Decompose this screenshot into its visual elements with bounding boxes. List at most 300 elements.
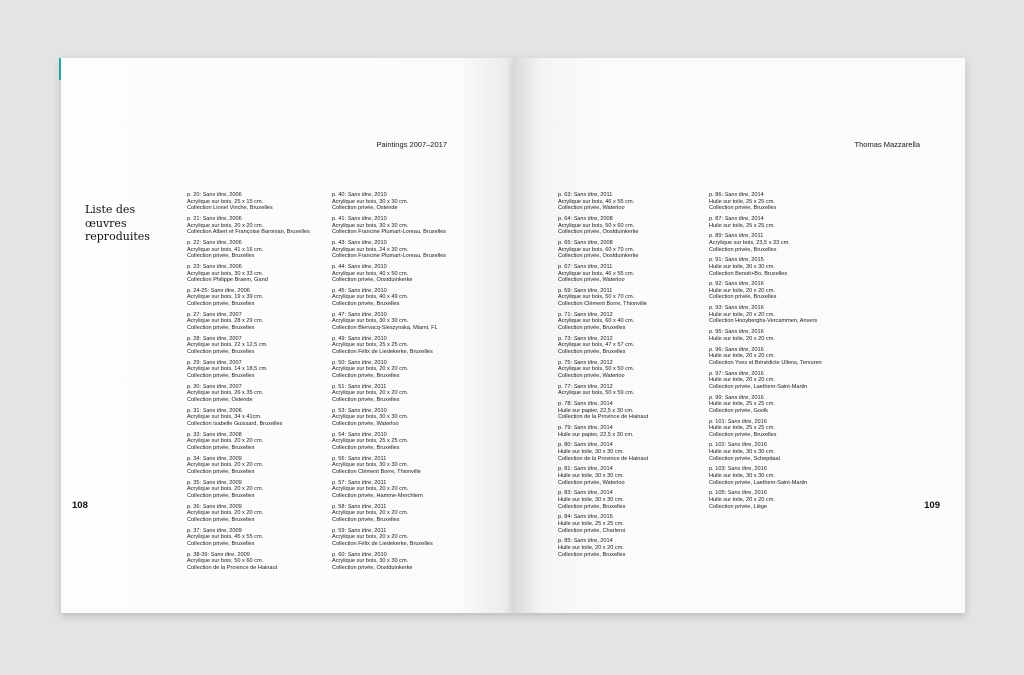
page-number-right: 109	[924, 500, 940, 511]
work-title: Sans titre	[347, 192, 372, 198]
work-title: Sans titre	[724, 329, 749, 336]
work-entry	[332, 456, 446, 476]
work-year: , 2016	[751, 442, 767, 449]
work-entry-heading	[332, 240, 446, 247]
work-entry-heading	[709, 442, 822, 449]
work-title: Sans titre	[573, 359, 598, 366]
work-collection: Collection privée, Schepdaal	[709, 455, 780, 462]
work-collection: Collection privée, Bruxelles	[709, 246, 777, 253]
work-title: Sans titre	[727, 442, 752, 449]
work-entry-heading	[332, 264, 446, 271]
work-title: Sans titre	[202, 455, 227, 462]
work-title: Sans titre	[727, 466, 752, 473]
work-year: , 2011	[371, 527, 387, 534]
work-collection: Collection privée, Oostduinkerke	[332, 277, 413, 284]
work-entry	[332, 552, 446, 572]
work-collection: Collection privée, Bruxelles	[558, 325, 626, 332]
work-collection: Collection privée, Waterloo	[332, 420, 399, 427]
work-collection: Collection de la Province de Hainaut	[187, 564, 278, 571]
work-medium: Acrylique sur bois, 20 x 20 cm.	[332, 390, 409, 397]
work-entry-heading	[558, 264, 648, 271]
work-year: , 2009	[226, 455, 242, 462]
work-entry	[558, 288, 648, 308]
work-entry-heading	[558, 384, 648, 391]
work-entry	[332, 360, 446, 380]
work-entry	[558, 514, 648, 534]
work-title: Sans titre	[724, 346, 749, 353]
work-collection: Collection privée, Laethem-Saint-Martin	[709, 383, 808, 390]
work-entry	[187, 456, 310, 476]
work-entry	[709, 233, 822, 253]
work-entry	[558, 442, 648, 462]
work-medium: Acrylique sur bois, 60 x 40 cm.	[558, 318, 635, 325]
work-page-ref: p. 33:	[187, 431, 201, 438]
work-medium: Acrylique sur bois, 40 x 49 cm.	[332, 294, 409, 301]
work-entry	[332, 264, 446, 284]
work-entry-heading	[709, 216, 822, 223]
work-medium: Huile sur toile, 20 x 20 cm.	[558, 544, 624, 551]
work-collection: Collection privée, Bruxelles	[709, 205, 777, 212]
work-page-ref: p. 27:	[187, 311, 201, 318]
work-page-ref: p. 47:	[332, 311, 346, 318]
work-page-ref: p. 69:	[558, 287, 572, 294]
work-entry	[187, 312, 310, 332]
work-collection: Collection Philippe Braem, Gand	[187, 277, 268, 284]
work-entry	[709, 329, 822, 342]
work-year: , 2010	[371, 359, 387, 366]
work-medium: Huile sur toile, 30 x 30 cm.	[709, 263, 775, 270]
work-collection: Collection privée, Bruxelles	[558, 349, 626, 355]
work-page-ref: p. 23:	[187, 263, 201, 270]
work-collection: Collection Hooyberghs-Vercammen, Anvers	[709, 318, 818, 325]
work-page-ref: p. 21:	[187, 215, 201, 222]
work-entry	[187, 216, 310, 236]
work-medium: Acrylique sur bois, 30 x 30 cm.	[332, 414, 409, 421]
work-title: Sans titre	[573, 383, 598, 390]
work-year: , 2011	[371, 455, 387, 462]
work-medium: Acrylique sur bois, 50 x 70 cm.	[558, 294, 635, 301]
work-medium: Acrylique sur bois, 50 x 50 cm.	[558, 366, 635, 373]
work-title: Sans titre	[347, 311, 372, 318]
work-title: Sans titre	[573, 239, 598, 246]
work-title: Sans titre	[347, 431, 372, 438]
work-collection: Collection privée, Bruxelles	[187, 349, 255, 355]
work-collection: Collection Félix de Liedekerke, Bruxelles	[332, 540, 433, 547]
work-medium: Acrylique sur bois, 30 x 30 cm.	[332, 222, 409, 229]
work-year: , 2011	[371, 479, 387, 486]
work-entry-heading	[332, 192, 446, 199]
work-medium: Acrylique sur bois, 41 x 16 cm.	[187, 246, 264, 253]
work-entry	[187, 504, 310, 524]
work-entry	[709, 371, 822, 391]
work-medium: Acrylique sur bois, 40 x 50 cm.	[332, 270, 409, 277]
work-collection: Collection Clément Borre, Thionville	[332, 468, 421, 475]
work-year: , 2014	[748, 192, 764, 198]
work-entry-heading	[709, 281, 822, 288]
work-entry-heading	[558, 514, 648, 521]
work-title: Sans titre	[347, 479, 372, 486]
work-entry	[558, 401, 648, 421]
page-number-left: 108	[72, 500, 88, 511]
work-title: Sans titre	[202, 527, 227, 534]
work-page-ref: p. 89:	[709, 233, 723, 240]
work-page-ref: p. 43:	[332, 239, 346, 246]
work-year: , 2010	[371, 335, 387, 342]
work-year: , 2016	[748, 394, 764, 401]
work-entry-heading	[558, 442, 648, 449]
work-medium: Acrylique sur bois, 20 x 20 cm.	[187, 438, 264, 445]
work-collection: Collection Albert et Françoise Baronian, Bruxelles	[187, 229, 310, 236]
left-page	[61, 58, 513, 613]
work-medium: Acrylique sur bois, 20 x 20 cm.	[187, 222, 264, 229]
work-entry-heading	[187, 360, 310, 367]
work-collection: Collection privée, Charleroi	[558, 527, 626, 534]
work-title: Sans titre	[347, 383, 372, 390]
work-year: , 2014	[597, 538, 613, 545]
work-year: , 2010	[371, 407, 387, 414]
work-medium: Acrylique sur bois, 20 x 20 cm.	[187, 462, 264, 469]
work-year: , 2015	[748, 257, 764, 264]
work-entry	[187, 360, 310, 380]
work-entry-heading	[187, 456, 310, 463]
work-collection: Collection Francine Plumart-Loreau, Bruxelles	[332, 253, 447, 260]
work-year: , 2010	[371, 215, 387, 222]
work-medium: Acrylique sur bois, 47 x 57 cm.	[558, 342, 635, 349]
work-entry-heading	[558, 312, 648, 319]
work-medium: Acrylique sur bois, 23,5 x 33 cm.	[709, 239, 790, 246]
work-entry-heading	[709, 466, 822, 473]
work-title: Sans titre	[724, 281, 749, 288]
work-collection: Collection privée, Bruxelles	[332, 372, 400, 379]
work-year: , 2006	[226, 263, 242, 270]
work-entry-heading	[332, 504, 446, 511]
work-collection: Collection privée, Bruxelles	[187, 516, 255, 523]
work-entry	[558, 360, 648, 380]
work-title: Sans titre	[347, 455, 372, 462]
works-column-2	[332, 192, 446, 576]
section-title-line: Liste des	[85, 203, 136, 216]
work-entry	[332, 240, 446, 260]
work-collection: Collection privée, Bruxelles	[187, 372, 255, 379]
work-entry	[332, 216, 446, 236]
work-year: , 2009	[226, 479, 242, 486]
work-year: , 2011	[371, 503, 387, 510]
work-title: Sans titre	[202, 503, 227, 510]
work-page-ref: p. 85:	[558, 538, 572, 545]
work-entry-heading	[709, 419, 822, 426]
work-title: Sans titre	[573, 538, 598, 545]
work-page-ref: p. 22:	[187, 239, 201, 246]
work-title: Sans titre	[724, 192, 749, 198]
work-year: , 2007	[226, 359, 242, 366]
work-page-ref: p. 34:	[187, 455, 201, 462]
work-entry	[332, 480, 446, 500]
work-page-ref: p. 101:	[709, 418, 727, 425]
work-medium: Huile sur toile, 25 x 25 cm.	[709, 222, 775, 229]
work-medium: Huile sur papier, 22,5 x 30 cm.	[558, 407, 634, 414]
work-entry-heading	[709, 347, 822, 354]
work-medium: Huile sur toile, 25 x 25 cm.	[709, 198, 775, 205]
work-collection: Collection privée, Goolk	[709, 407, 769, 414]
work-entry-heading	[332, 336, 446, 343]
work-medium: Acrylique sur bois, 28 x 29 cm.	[187, 318, 264, 325]
work-year: , 2011	[597, 192, 613, 198]
work-collection: Collection privée, Bruxelles	[187, 444, 255, 451]
work-entry	[558, 490, 648, 510]
work-entry	[558, 216, 648, 236]
work-entry-heading	[187, 216, 310, 223]
running-head-left: Paintings 2007–2017	[376, 140, 447, 149]
work-collection: Collection Benoit+Bo, Bruxelles	[709, 270, 788, 277]
work-entry	[709, 395, 822, 415]
work-entry-heading	[187, 528, 310, 535]
work-entry	[332, 432, 446, 452]
work-entry	[558, 312, 648, 332]
work-entry	[187, 528, 310, 548]
work-collection: Collection Clément Borre, Thionville	[558, 301, 647, 308]
work-collection: Collection privée, Bruxelles	[332, 516, 400, 523]
work-page-ref: p. 91:	[709, 257, 723, 264]
work-collection: Collection privée, Bruxelles	[187, 253, 255, 260]
work-entry	[187, 336, 310, 356]
work-entry-heading	[332, 480, 446, 487]
work-collection: Collection privée, Oostduinkerke	[558, 253, 639, 260]
work-page-ref: p. 64:	[558, 215, 572, 222]
work-collection: Collection privée, Waterloo	[558, 277, 625, 284]
work-medium: Huile sur toile, 25 x 25 cm.	[558, 520, 624, 527]
work-medium: Huile sur toile, 20 x 20 cm.	[709, 497, 775, 503]
work-medium: Acrylique sur bois, 30 x 30 cm.	[332, 558, 409, 565]
work-entry	[332, 408, 446, 428]
work-entry-heading	[187, 288, 310, 295]
work-year: , 2008	[597, 215, 613, 222]
work-medium: Acrylique sur bois, 20 x 20 cm.	[332, 366, 409, 373]
work-entry-heading	[187, 264, 310, 271]
work-year: , 2016	[748, 370, 764, 377]
work-year: , 2009	[234, 551, 250, 558]
work-page-ref: p. 40:	[332, 192, 346, 198]
work-collection: Collection privée, Bruxelles	[332, 396, 400, 403]
work-entry-heading	[332, 432, 446, 439]
work-collection: Collection privée, Bruxelles	[187, 325, 255, 332]
work-collection: Collection privée, Laethem-Saint-Martin	[709, 479, 808, 486]
work-entry-heading	[558, 466, 648, 473]
work-page-ref: p. 87:	[709, 215, 723, 222]
work-collection: Collection Yves et Bénédicte Ullens, Tervuren	[709, 359, 822, 366]
work-year: , 2012	[597, 359, 613, 366]
work-title: Sans titre	[724, 215, 749, 222]
work-collection: Collection Isabelle Guissard, Bruxelles	[187, 420, 283, 427]
work-title: Sans titre	[573, 311, 598, 318]
work-title: Sans titre	[573, 514, 598, 521]
work-entry-heading	[558, 192, 648, 199]
work-page-ref: p. 41:	[332, 215, 346, 222]
work-page-ref: p. 53:	[332, 407, 346, 414]
work-title: Sans titre	[573, 335, 598, 342]
work-page-ref: p. 29:	[187, 359, 201, 366]
work-entry	[558, 384, 648, 397]
work-year: , 2007	[226, 311, 242, 318]
work-title: Sans titre	[347, 263, 372, 270]
work-medium: Acrylique sur bois, 22 x 12,5 cm.	[187, 342, 268, 349]
work-title: Sans titre	[347, 551, 372, 558]
work-year: , 2016	[748, 305, 764, 312]
work-page-ref: p. 67:	[558, 263, 572, 270]
work-entry	[187, 264, 310, 284]
work-title: Sans titre	[210, 551, 235, 558]
work-page-ref: p. 57:	[332, 479, 346, 486]
work-year: , 2010	[371, 239, 387, 246]
work-title: Sans titre	[573, 490, 598, 497]
work-medium: Huile sur toile, 25 x 25 cm.	[709, 425, 775, 432]
work-entry-heading	[187, 192, 310, 199]
work-collection: Collection privée, Bruxelles	[332, 444, 400, 451]
work-entry-heading	[558, 425, 648, 432]
work-entry-heading	[558, 288, 648, 295]
work-title: Sans titre	[724, 233, 749, 240]
work-year: , 2011	[371, 383, 387, 390]
work-medium: Acrylique sur bois, 30 x 33 cm.	[187, 270, 264, 277]
work-entry	[187, 240, 310, 260]
work-collection: Collection privée, Liège	[709, 503, 768, 510]
work-page-ref: p. 83:	[558, 490, 572, 497]
work-entry-heading	[332, 216, 446, 223]
work-page-ref: p. 49:	[332, 335, 346, 342]
work-title: Sans titre	[202, 335, 227, 342]
work-title: Sans titre	[724, 305, 749, 312]
work-entry-heading	[709, 192, 822, 199]
work-entry	[332, 192, 446, 212]
works-column-4	[709, 192, 822, 514]
work-title: Sans titre	[210, 287, 235, 294]
work-medium: Acrylique sur bois, 25 x 25 cm.	[332, 438, 409, 445]
work-entry	[709, 466, 822, 486]
work-medium: Acrylique sur bois, 46 x 55 cm.	[558, 270, 635, 277]
running-head-right: Thomas Mazzarella	[854, 140, 920, 149]
work-page-ref: p. 99:	[709, 394, 723, 401]
work-year: , 2016	[751, 490, 767, 497]
work-medium: Acrylique sur bois, 25 x 15 cm.	[187, 198, 264, 205]
work-title: Sans titre	[573, 192, 598, 198]
work-title: Sans titre	[202, 239, 227, 246]
work-title: Sans titre	[347, 239, 372, 246]
work-medium: Acrylique sur bois, 50 x 60 cm.	[187, 558, 264, 565]
work-year: , 2014	[748, 215, 764, 222]
work-entry	[187, 408, 310, 428]
work-medium: Huile sur toile, 20 x 20 cm.	[709, 287, 775, 294]
works-column-1	[187, 192, 310, 576]
work-page-ref: p. 84:	[558, 514, 572, 521]
work-medium: Acrylique sur bois, 26 x 35 cm.	[187, 390, 264, 397]
work-entry-heading	[709, 371, 822, 378]
work-year: , 2006	[226, 192, 242, 198]
section-title	[85, 203, 185, 244]
work-title: Sans titre	[202, 431, 227, 438]
work-medium: Huile sur toile, 20 x 20 cm.	[709, 311, 775, 318]
work-collection: Collection privée, Bruxelles	[187, 540, 255, 547]
work-year: , 2007	[226, 383, 242, 390]
work-collection: Collection Francine Plumart-Loreau, Bruxelles	[332, 229, 447, 236]
work-medium: Acrylique sur bois, 46 x 55 cm.	[558, 198, 635, 205]
work-entry-heading	[332, 528, 446, 535]
work-entry-heading	[187, 504, 310, 511]
works-column-3	[558, 192, 648, 562]
work-collection: Collection Lionel Vinche, Bruxelles	[187, 205, 273, 212]
work-page-ref: p. 75:	[558, 359, 572, 366]
work-entry-heading	[558, 490, 648, 497]
work-entry-heading	[332, 456, 446, 463]
work-page-ref: p. 44:	[332, 263, 346, 270]
work-entry	[187, 384, 310, 404]
work-entry	[709, 216, 822, 229]
work-entry	[187, 192, 310, 212]
work-page-ref: p. 102:	[709, 442, 727, 449]
work-collection: Collection Félix de Liedekerke, Bruxelles	[332, 349, 433, 355]
work-collection: Collection Blervacq-Sleszynska, Miami, FL	[332, 325, 438, 332]
work-title: Sans titre	[202, 479, 227, 486]
work-entry	[709, 281, 822, 301]
work-page-ref: p. 59:	[332, 527, 346, 534]
work-page-ref: p. 63:	[558, 192, 572, 198]
work-collection: Collection privée, Bruxelles	[709, 431, 777, 438]
work-entry-heading	[332, 360, 446, 367]
work-entry-heading	[332, 408, 446, 415]
work-entry	[709, 305, 822, 325]
work-year: , 2014	[597, 442, 613, 449]
work-page-ref: p. 97:	[709, 370, 723, 377]
work-page-ref: p. 60:	[332, 551, 346, 558]
work-entry-heading	[709, 395, 822, 402]
work-collection: Collection de la Province de Hainaut	[558, 414, 649, 421]
work-page-ref: p. 93:	[709, 305, 723, 312]
work-entry	[332, 504, 446, 524]
work-medium: Acrylique sur bois, 20 x 20 cm.	[187, 486, 264, 493]
work-page-ref: p. 37:	[187, 527, 201, 534]
work-page-ref: p. 24-25:	[187, 287, 210, 294]
work-entry	[332, 288, 446, 308]
work-page-ref: p. 103:	[709, 466, 727, 473]
work-page-ref: p. 30:	[187, 383, 201, 390]
work-medium: Huile sur toile, 30 x 30 cm.	[558, 497, 624, 503]
work-entry	[558, 466, 648, 486]
work-title: Sans titre	[202, 215, 227, 222]
work-entry	[187, 480, 310, 500]
work-year: , 2010	[371, 192, 387, 198]
work-year: , 2007	[226, 335, 242, 342]
work-collection: Collection privée, Oostduinkerke	[332, 564, 413, 571]
work-entry-heading	[332, 312, 446, 319]
work-page-ref: p. 81:	[558, 466, 572, 473]
work-collection: Collection privée, Bruxelles	[558, 503, 626, 510]
right-page	[513, 58, 965, 613]
work-collection: Collection de la Province de Hainaut	[558, 455, 649, 462]
work-year: , 2006	[226, 215, 242, 222]
work-page-ref: p. 35:	[187, 479, 201, 486]
work-collection: Collection privée, Bruxelles	[187, 492, 255, 499]
work-year: , 2006	[226, 407, 242, 414]
work-title: Sans titre	[724, 370, 749, 377]
work-entry	[332, 384, 446, 404]
work-entry	[709, 192, 822, 212]
work-year: , 2015	[597, 514, 613, 521]
work-year: , 2010	[371, 551, 387, 558]
work-entry-heading	[187, 480, 310, 487]
work-page-ref: p. 20:	[187, 192, 201, 198]
work-medium: Acrylique sur bois, 60 x 70 cm.	[558, 246, 635, 253]
work-year: , 2011	[597, 287, 613, 294]
section-title-line: reproduites	[85, 230, 150, 243]
work-entry-heading	[187, 240, 310, 247]
